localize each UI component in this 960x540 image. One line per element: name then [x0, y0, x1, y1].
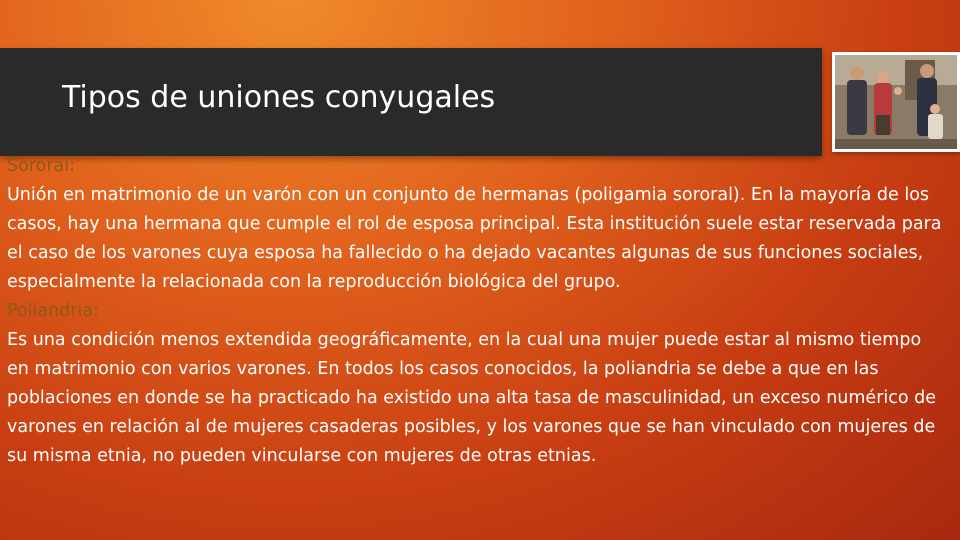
section-text-sororal: Unión en matrimonio de un varón con un conjunto de hermanas (poligamia sororal). En la mayoría de los casos, hay una hermana que cumple el rol de esposa principal. Esta institución suele estar reservada para el caso de los varones cuya esposa ha fallecido o ha dejado vacantes algunas de sus funciones sociales, especialmente la relacionada con la reproducción biológica del grupo. [7, 185, 942, 292]
slide-body [7, 152, 947, 471]
section-text-poliandria: Es una condición menos extendida geográficamente, en la cual una mujer puede estar al mismo tiempo en matrimonio con varios varones. En todos los casos conocidos, la poliandria se debe a que en las poblaciones en donde se ha practicado ha existido una alta tasa de masculinidad, un exceso numérico de varones en relación al de mujeres casaderas posibles, y los varones que se han vinculado con mujeres de su misma etnia, no pueden vincularse con mujeres de otras etnias. [7, 330, 937, 466]
section-heading-sororal: Sororal: [7, 156, 76, 176]
section-heading-poliandria: Poliandria: [7, 301, 99, 321]
slide-title: Tipos de uniones conyugales [62, 80, 496, 115]
family-photo [832, 52, 960, 152]
family-photo-illustration [835, 55, 957, 149]
